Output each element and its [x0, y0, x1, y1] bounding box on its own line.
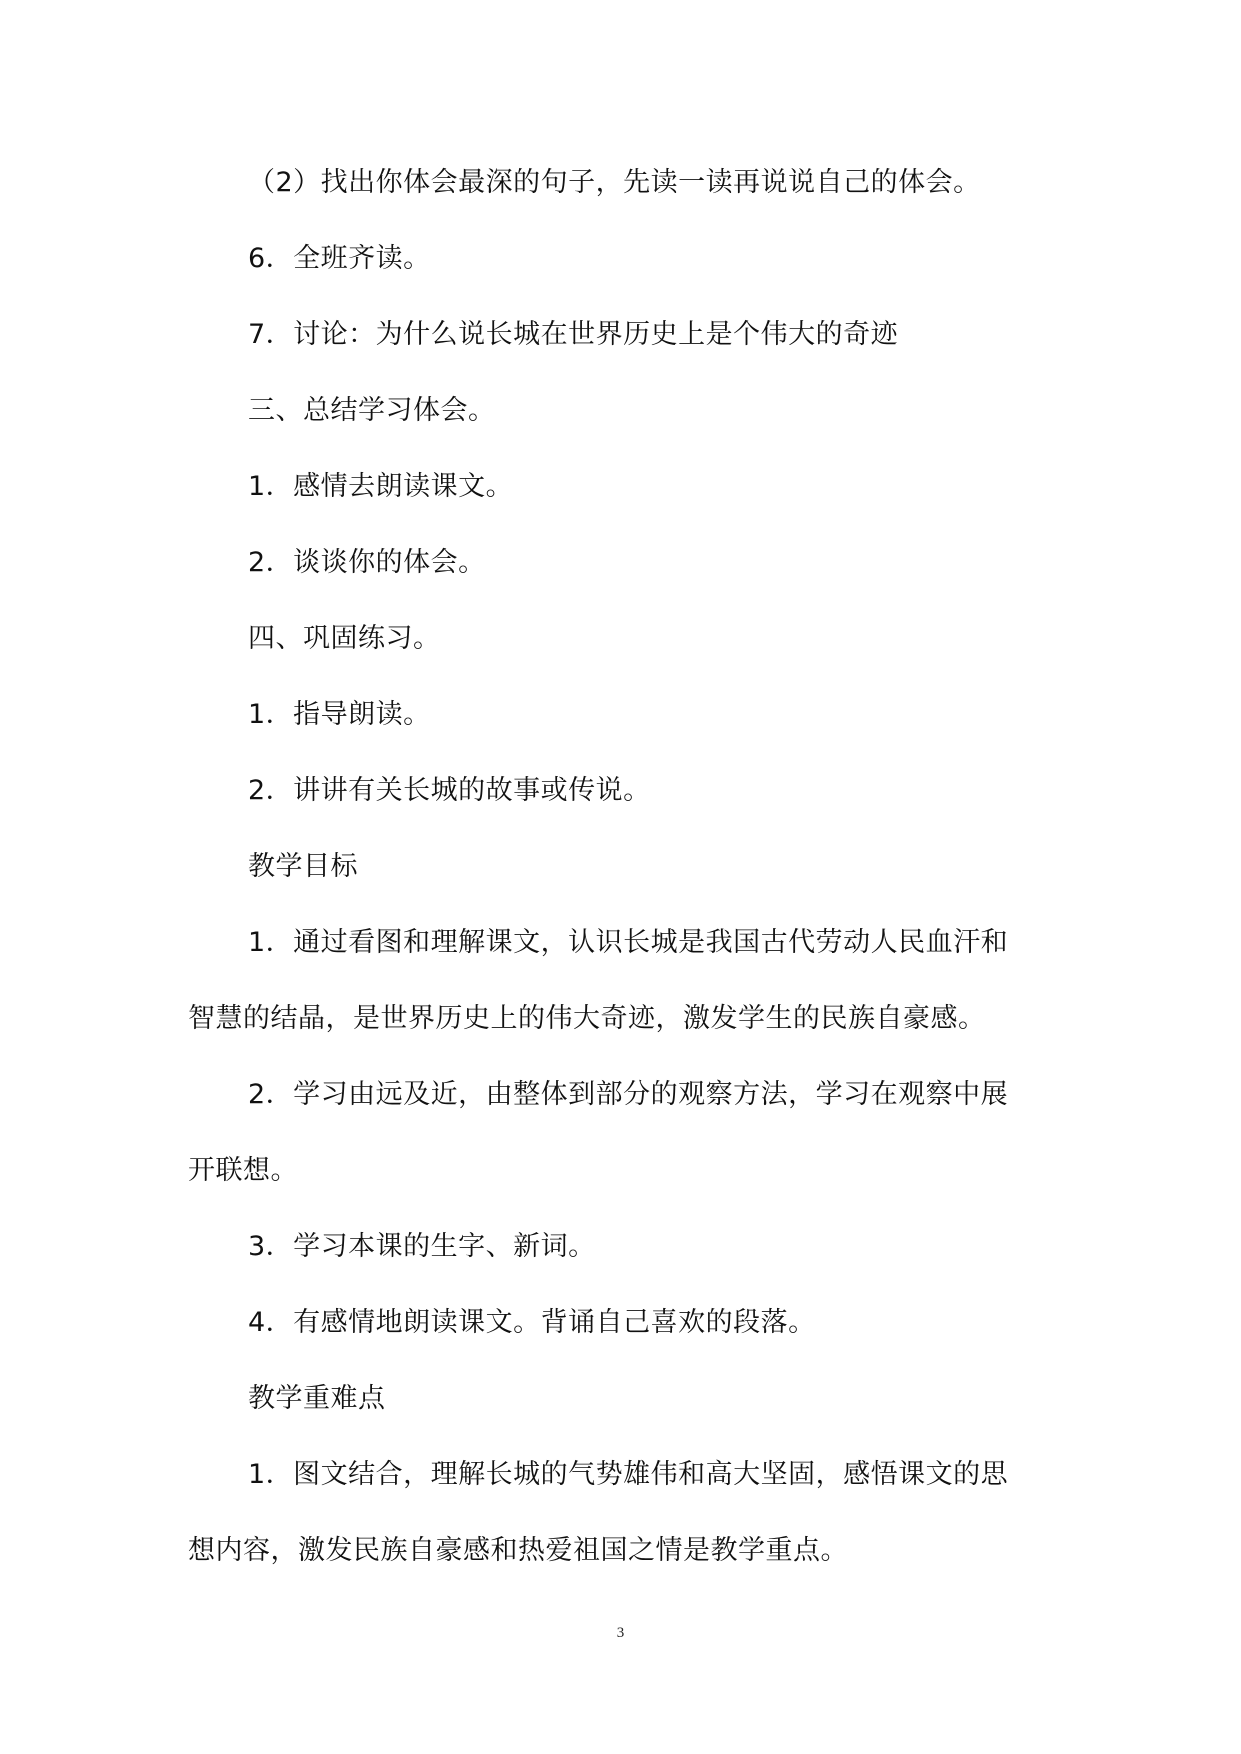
section-heading: 教学重难点 — [248, 1383, 386, 1414]
text-line: 2．学习由远及近，由整体到部分的观察方法，学习在观察中展 — [248, 1079, 1009, 1110]
text-line: （2）找出你体会最深的句子，先读一读再说说自己的体会。 — [248, 167, 981, 198]
page-number: 3 — [616, 1625, 625, 1641]
text-line: 1．通过看图和理解课文，认识长城是我国古代劳动人民血汗和 — [248, 927, 1009, 958]
text-line: 2．讲讲有关长城的故事或传说。 — [248, 775, 651, 806]
text-line: 2．谈谈你的体会。 — [248, 547, 486, 578]
text-line: 3．学习本课的生字、新词。 — [248, 1231, 596, 1262]
section-heading: 三、总结学习体会。 — [248, 395, 496, 426]
text-line: 1．图文结合，理解长城的气势雄伟和高大坚固，感悟课文的思 — [248, 1459, 1009, 1490]
text-line: 6．全班齐读。 — [248, 243, 431, 274]
text-line: 7．讨论：为什么说长城在世界历史上是个伟大的奇迹 — [248, 319, 899, 350]
text-line: 1．感情去朗读课文。 — [248, 471, 514, 502]
text-line: 智慧的结晶，是世界历史上的伟大奇迹，激发学生的民族自豪感。 — [188, 1003, 986, 1034]
section-heading: 教学目标 — [248, 851, 358, 882]
text-line: 想内容，激发民族自豪感和热爱祖国之情是教学重点。 — [188, 1535, 848, 1566]
section-heading: 四、巩固练习。 — [248, 623, 441, 654]
text-line: 1．指导朗读。 — [248, 699, 431, 730]
text-line: 开联想。 — [188, 1155, 298, 1186]
document-body — [188, 145, 1054, 1589]
text-line: 4．有感情地朗读课文。背诵自己喜欢的段落。 — [248, 1307, 816, 1338]
